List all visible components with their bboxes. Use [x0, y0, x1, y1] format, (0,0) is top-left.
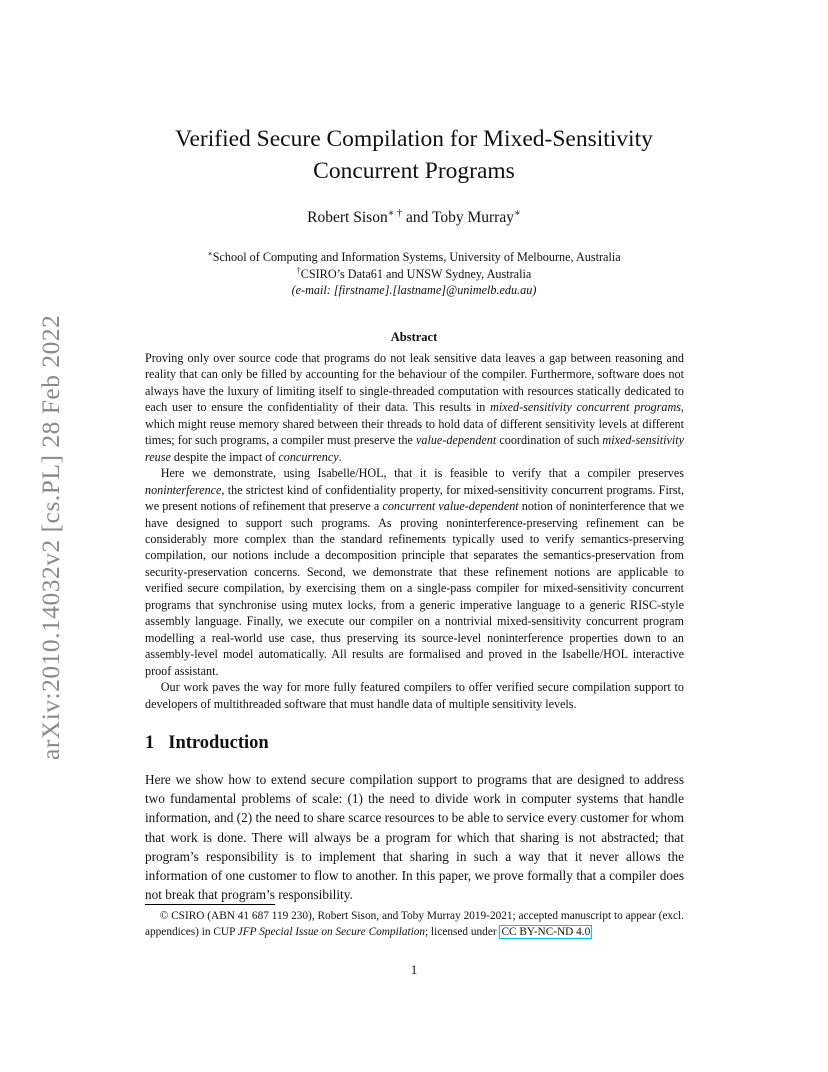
- abstract-text: , which might reuse memory shared between their threads to hold data of different sensitivity levels at different times; for such programs, a compiler must preserve the: [145, 400, 684, 448]
- section-title: Introduction: [168, 733, 269, 753]
- abstract-emphasis: concurrent value-dependent: [382, 499, 519, 514]
- license-link[interactable]: CC BY-NC-ND 4.0: [501, 926, 591, 938]
- abstract-text: Here we demonstrate, using Isabelle/HOL, that it is feasible to verify that a compiler preserves: [160, 466, 684, 481]
- paper-title: [110, 123, 718, 187]
- journal-name: JFP Special Issue on Secure Compilation: [237, 926, 426, 938]
- title-line-1: Verified Secure Compilation for Mixed-Sensitivity: [175, 126, 653, 152]
- author-affiliation-marks: ∗: [513, 207, 521, 219]
- author-list: [110, 209, 718, 227]
- introduction-body: [145, 770, 684, 904]
- abstract-emphasis: concurrency: [278, 449, 339, 464]
- affiliations: [110, 249, 718, 299]
- abstract-paragraph: [145, 350, 684, 465]
- section-heading: [145, 733, 269, 754]
- title-line-2: Concurrent Programs: [313, 158, 515, 184]
- affiliation-mark: †: [296, 265, 301, 275]
- copyright-footnote: [145, 908, 684, 940]
- abstract-text: , the strictest kind of confidentiality property, for mixed-sensitivity concurrent programs. First, we present notions of refinement that preserve a: [145, 482, 684, 514]
- abstract-text: notion of noninterference that we have designed to support such programs. As proving noninterference-preserving refinement can be considerably more complex than the standard refinements typically used to verify semantics-preserving compilation, our notions include a decomposition principle that separates the semantics-preservation from security-preservation concerns. Second, we demonstrate that these refinement notions are applicable to verified secure compilation, by exercising them on a single-pass compiler for mixed-sensitivity concurrent programs that synchronise using mutex locks, from a generic imperative language to a generic RISC-style assembly language. Finally, we execute our compiler on a nontrivial mixed-sensitivity concurrent program modelling a real-world use case, thus preserving its source-level noninterference properties down to an assembly-level model automatically. All results are formalised and proved in the Isabelle/HOL interactive proof assistant.: [145, 499, 685, 678]
- abstract-emphasis: mixed-sensitivity concurrent programs: [490, 400, 681, 415]
- author-name: Robert Sison: [307, 209, 388, 226]
- footnote-text: ; licensed under: [425, 926, 500, 938]
- abstract-text: coordination of such: [496, 433, 603, 448]
- author-connector: and: [405, 209, 429, 226]
- abstract-emphasis: noninterference: [145, 482, 222, 497]
- abstract-emphasis: mixed-sensitivity reuse: [145, 433, 685, 464]
- footnote-text: © CSIRO (ABN 41 687 119 230), Robert Sison, and Toby Murray 2019-2021; accepted manuscript to appear (excl. appendices) in CUP: [145, 910, 684, 938]
- abstract-emphasis: value-dependent: [416, 433, 497, 448]
- body-paragraph: Here we show how to extend secure compilation support to programs that are designed to address two fundamental problems of scale: (1) the need to divide work in computer systems that handle information, and (2) the need to share scarce resources to be able to service every customer for whom that work is done. There will always be a program for which that sharing is not abstracted; that program’s responsibility is to implement that sharing in such a way that it never allows the information of one customer to flow to another. In this paper, we prove formally that a compiler does not break that program’s responsibility.: [145, 772, 684, 903]
- affiliation-text: CSIRO’s Data61 and UNSW Sydney, Australia: [300, 266, 532, 281]
- page-number: 1: [410, 962, 418, 977]
- abstract-text: Proving only over source code that programs do not leak sensitive data leaves a gap between reasoning and reality that can only be filled by accounting for the behaviour of the compiler. Furthermore, software does not always have the luxury of limiting itself to single-threaded computation with resources statically dedicated to each user to ensure the confidentiality of their data. This results in: [145, 351, 684, 415]
- footnote-rule: [145, 904, 275, 905]
- affiliation-line: [110, 266, 718, 283]
- abstract-text: despite the impact of: [170, 449, 279, 464]
- affiliation-line: [110, 249, 718, 266]
- affiliation-mark: ∗: [207, 248, 213, 258]
- section-number: 1: [145, 733, 155, 753]
- contact-email: (e-mail: [firstname].[lastname]@unimelb.edu.au): [291, 283, 537, 297]
- author-affiliation-marks: ∗ †: [387, 207, 403, 219]
- arxiv-identifier-stamp: arXiv:2010.14032v2 [cs.PL] 28 Feb 2022: [36, 314, 65, 760]
- abstract-text: .: [338, 449, 342, 464]
- abstract-heading: Abstract: [390, 330, 438, 344]
- author-name: Toby Murray: [431, 209, 514, 226]
- abstract-paragraph: [145, 465, 684, 679]
- affiliation-text: School of Computing and Information Systems, University of Melbourne, Australia: [212, 250, 621, 264]
- abstract-paragraph: Our work paves the way for more fully featured compilers to offer verified secure compilation support to developers of multithreaded software that must handle data of multiple sensitivity levels.: [145, 680, 684, 711]
- abstract-body: [145, 350, 684, 712]
